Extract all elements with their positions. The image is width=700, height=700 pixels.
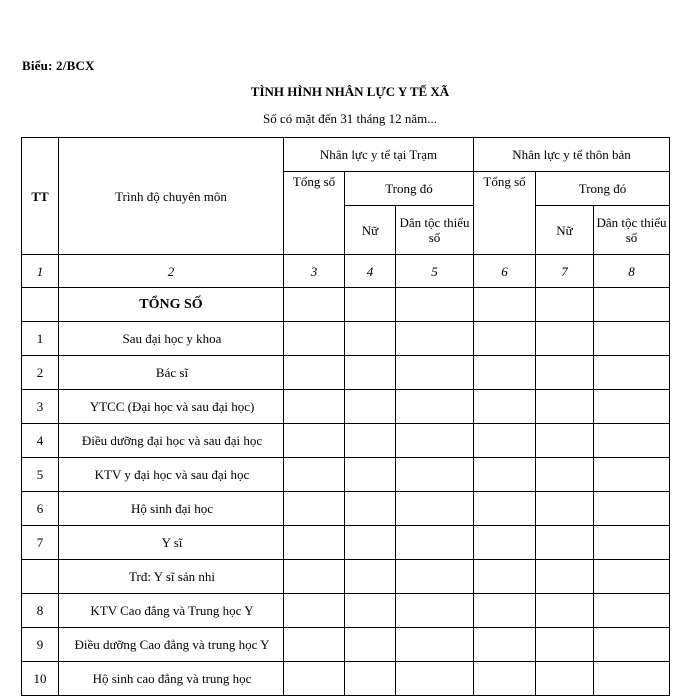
- row-qualification: Trđ: Y sĩ sản nhi: [59, 560, 284, 594]
- column-number: 8: [594, 255, 670, 288]
- row-qualification: Hộ sinh đại học: [59, 492, 284, 526]
- row-number: 2: [22, 356, 59, 390]
- data-cell: [536, 594, 594, 628]
- data-cell: [474, 628, 536, 662]
- row-number: 10: [22, 662, 59, 696]
- data-cell: [345, 458, 396, 492]
- data-cell: [396, 526, 474, 560]
- row-qualification: Bác sĩ: [59, 356, 284, 390]
- empty-cell: [474, 288, 536, 322]
- data-cell: [536, 390, 594, 424]
- data-cell: [396, 390, 474, 424]
- data-cell: [284, 356, 345, 390]
- table-row: [22, 458, 670, 492]
- data-cell: [594, 628, 670, 662]
- row-number: 7: [22, 526, 59, 560]
- grand-total-row: [22, 288, 670, 322]
- data-cell: [345, 560, 396, 594]
- column-number: 5: [396, 255, 474, 288]
- table-row: [22, 594, 670, 628]
- document-title: TÌNH HÌNH NHÂN LỰC Y TẾ XÃ: [250, 84, 450, 99]
- data-cell: [474, 458, 536, 492]
- data-cell: [396, 458, 474, 492]
- table-row: [22, 526, 670, 560]
- data-cell: [396, 492, 474, 526]
- data-cell: [536, 492, 594, 526]
- data-cell: [345, 492, 396, 526]
- table-row: [22, 356, 670, 390]
- row-qualification: Điều dưỡng đại học và sau đại học: [59, 424, 284, 458]
- data-cell: [284, 492, 345, 526]
- data-cell: [536, 356, 594, 390]
- data-cell: [594, 322, 670, 356]
- data-cell: [396, 662, 474, 696]
- data-cell: [345, 356, 396, 390]
- data-cell: [345, 322, 396, 356]
- data-cell: [536, 662, 594, 696]
- row-number: 4: [22, 424, 59, 458]
- grand-total-label: TỔNG SỐ: [59, 288, 284, 322]
- data-cell: [396, 356, 474, 390]
- column-number: 6: [474, 255, 536, 288]
- header-station-of-which: Trong đó: [345, 172, 474, 206]
- column-number: 4: [345, 255, 396, 288]
- data-cell: [594, 560, 670, 594]
- row-qualification: Hộ sinh cao đẳng và trung học: [59, 662, 284, 696]
- table-row: [22, 560, 670, 594]
- data-cell: [474, 526, 536, 560]
- empty-cell: [594, 288, 670, 322]
- table-row: [22, 628, 670, 662]
- header-village-female: Nữ: [536, 206, 594, 255]
- data-cell: [284, 594, 345, 628]
- header-village-of-which: Trong đó: [536, 172, 670, 206]
- data-cell: [594, 458, 670, 492]
- table-row: [22, 492, 670, 526]
- row-qualification: YTCC (Đại học và sau đại học): [59, 390, 284, 424]
- header-station-group: Nhân lực y tế tại Trạm: [284, 138, 474, 172]
- data-cell: [284, 424, 345, 458]
- table-row: [22, 390, 670, 424]
- header-station-ethnic: Dân tộc thiểu số: [396, 206, 474, 255]
- data-cell: [396, 628, 474, 662]
- header-station-female: Nữ: [345, 206, 396, 255]
- data-cell: [396, 594, 474, 628]
- header-village-ethnic: Dân tộc thiểu số: [594, 206, 670, 255]
- data-cell: [345, 594, 396, 628]
- data-cell: [594, 492, 670, 526]
- data-cell: [396, 322, 474, 356]
- header-station-total: Tổng số: [284, 172, 345, 255]
- form-code: Biểu: 2/BCX: [22, 58, 95, 73]
- data-cell: [474, 492, 536, 526]
- data-cell: [284, 322, 345, 356]
- data-cell: [345, 424, 396, 458]
- table-row: [22, 424, 670, 458]
- data-cell: [594, 662, 670, 696]
- data-cell: [284, 560, 345, 594]
- column-number-row: [22, 255, 670, 288]
- row-qualification: KTV Cao đẳng và Trung học Y: [59, 594, 284, 628]
- data-cell: [474, 356, 536, 390]
- data-cell: [474, 560, 536, 594]
- table-row: [22, 322, 670, 356]
- data-cell: [474, 662, 536, 696]
- column-number: 2: [59, 255, 284, 288]
- data-cell: [594, 594, 670, 628]
- data-cell: [396, 560, 474, 594]
- data-cell: [536, 628, 594, 662]
- row-qualification: KTV y đại học và sau đại học: [59, 458, 284, 492]
- data-cell: [594, 390, 670, 424]
- data-cell: [474, 594, 536, 628]
- row-number: 5: [22, 458, 59, 492]
- empty-cell: [284, 288, 345, 322]
- empty-cell: [536, 288, 594, 322]
- data-cell: [284, 458, 345, 492]
- header-village-total: Tổng số: [474, 172, 536, 255]
- row-qualification: Sau đại học y khoa: [59, 322, 284, 356]
- column-number: 3: [284, 255, 345, 288]
- data-cell: [284, 628, 345, 662]
- data-cell: [594, 526, 670, 560]
- data-cell: [345, 390, 396, 424]
- data-cell: [536, 322, 594, 356]
- row-number: 9: [22, 628, 59, 662]
- empty-cell: [345, 288, 396, 322]
- empty-cell: [396, 288, 474, 322]
- data-cell: [594, 356, 670, 390]
- column-number: 7: [536, 255, 594, 288]
- data-cell: [284, 390, 345, 424]
- data-cell: [594, 424, 670, 458]
- row-number: 8: [22, 594, 59, 628]
- data-cell: [536, 560, 594, 594]
- empty-cell: [22, 288, 59, 322]
- workforce-table: [21, 137, 670, 696]
- row-number: [22, 560, 59, 594]
- row-qualification: Y sĩ: [59, 526, 284, 560]
- header-tt: TT: [22, 138, 59, 255]
- data-cell: [474, 322, 536, 356]
- data-cell: [284, 662, 345, 696]
- data-cell: [345, 526, 396, 560]
- header-qualification: Trình độ chuyên môn: [59, 138, 284, 255]
- data-cell: [536, 526, 594, 560]
- header-village-group: Nhân lực y tế thôn bản: [474, 138, 670, 172]
- data-cell: [536, 458, 594, 492]
- data-cell: [396, 424, 474, 458]
- data-cell: [345, 628, 396, 662]
- column-number: 1: [22, 255, 59, 288]
- table-row: [22, 662, 670, 696]
- row-number: 6: [22, 492, 59, 526]
- data-cell: [345, 662, 396, 696]
- data-cell: [474, 424, 536, 458]
- document-subtitle: Số có mặt đến 31 tháng 12 năm...: [262, 111, 438, 126]
- row-qualification: Điều dưỡng Cao đẳng và trung học Y: [59, 628, 284, 662]
- data-cell: [284, 526, 345, 560]
- data-cell: [536, 424, 594, 458]
- data-cell: [474, 390, 536, 424]
- row-number: 1: [22, 322, 59, 356]
- row-number: 3: [22, 390, 59, 424]
